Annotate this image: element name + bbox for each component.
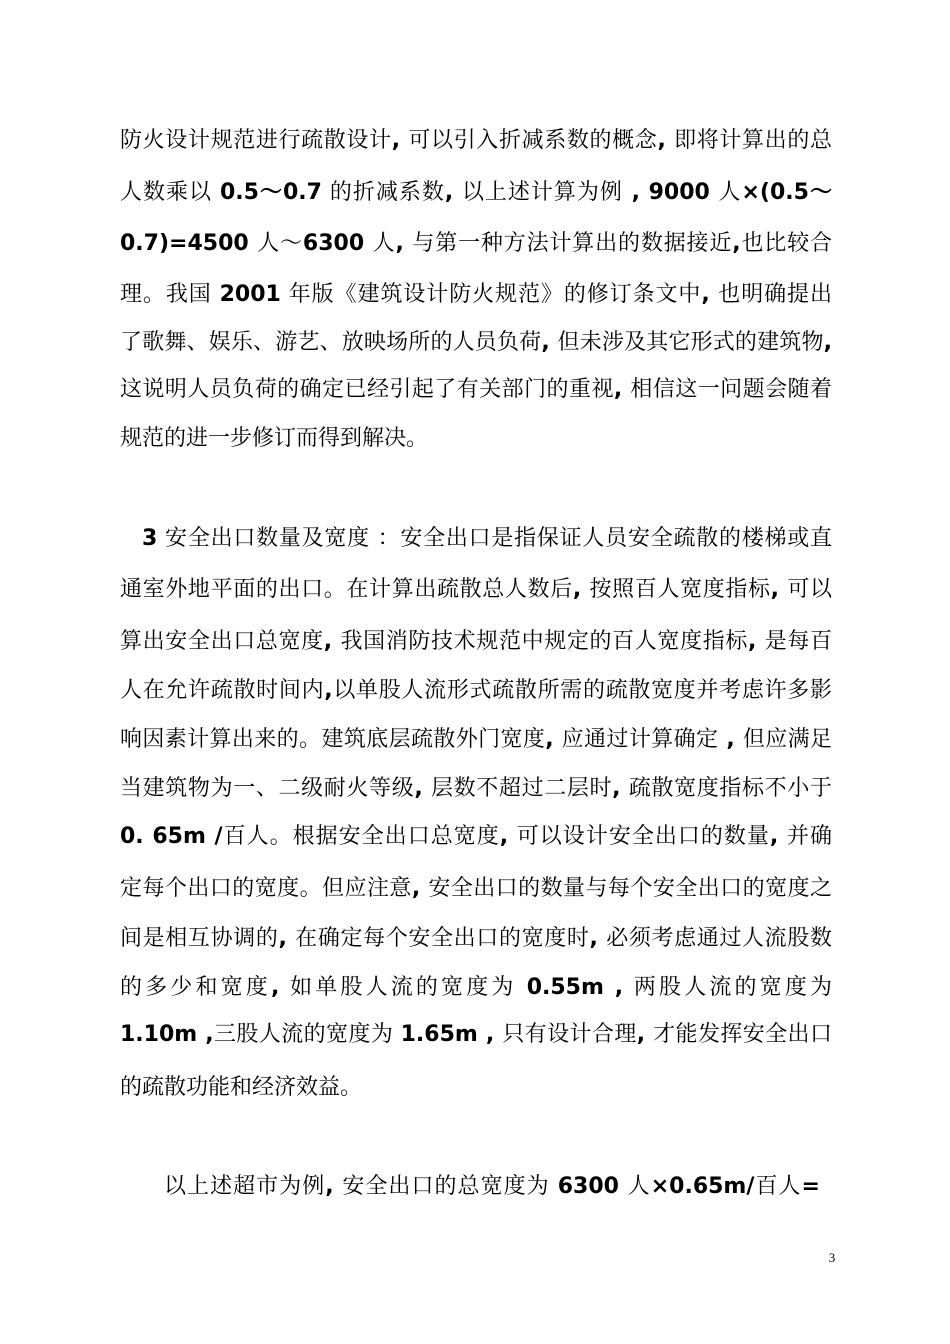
paragraph-1-line-1: 防火设计规范进行疏散设计, 可以引入折减系数的概念, 即将计算出的总 [120,128,832,153]
paragraph-3-line-1: 以上述超市为例, 安全出口的总宽度为 6300 人×0.65m/百人= [164,1174,820,1199]
paragraph-1-line-5: 了歌舞、娱乐、游艺、放映场所的人员负荷, 但未涉及其它形式的建筑物, [120,330,832,355]
paragraph-1-line-6: 这说明人员负荷的确定已经引起了有关部门的重视, 相信这一问题会随着 [120,377,832,402]
paragraph-1-line-2: 人数乘以 0.5～0.7 的折减系数, 以上述计算为例 , 9000 人×(0.5～ [120,180,832,205]
paragraph-2-line-8: 定每个出口的宽度。但应注意, 安全出口的数量与每个安全出口的宽度之 [120,876,832,901]
paragraph-2-line-5: 响因素计算出来的。建筑底层疏散外门宽度, 应通过计算确定 , 但应满足 [120,727,832,752]
paragraph-1-line-7: 规范的进一步修订而得到解决。 [120,426,429,451]
paragraph-2-line-7: 0. 65m /百人。根据安全出口总宽度, 可以设计安全出口的数量, 并确 [120,824,832,849]
paragraph-2-line-12: 的疏散功能和经济效益。 [120,1075,363,1100]
paragraph-1-line-3: 0.7)=4500 人～6300 人, 与第一种方法计算出的数据接近,也比较合 [120,231,832,256]
paragraph-2-line-10: 的多少和宽度, 如单股人流的宽度为 0.55m , 两股人流的宽度为 [120,975,832,1000]
paragraph-2-line-6: 当建筑物为一、二级耐火等级, 层数不超过二层时, 疏散宽度指标不小于 [120,776,832,801]
paragraph-2-line-11: 1.10m ,三股人流的宽度为 1.65m , 只有设计合理, 才能发挥安全出口 [120,1022,832,1047]
page-number: 3 [828,1250,836,1265]
paragraph-1-line-4: 理。我国 2001 年版《建筑设计防火规范》的修订条文中, 也明确提出 [120,282,832,307]
paragraph-2-line-9: 间是相互协调的, 在确定每个安全出口的宽度时, 必须考虑通过人流股数 [120,926,832,951]
paragraph-2-line-2: 通室外地平面的出口。在计算出疏散总人数后, 按照百人宽度指标, 可以 [120,577,832,602]
paragraph-2-line-3: 算出安全出口总宽度, 我国消防技术规范中规定的百人宽度指标, 是每百 [120,629,832,654]
paragraph-2-line-1: 3 安全出口数量及宽度 ：安全出口是指保证人员安全疏散的楼梯或直 [142,526,832,551]
paragraph-2-line-4: 人在允许疏散时间内,以单股人流形式疏散所需的疏散宽度并考虑许多影 [120,678,832,703]
